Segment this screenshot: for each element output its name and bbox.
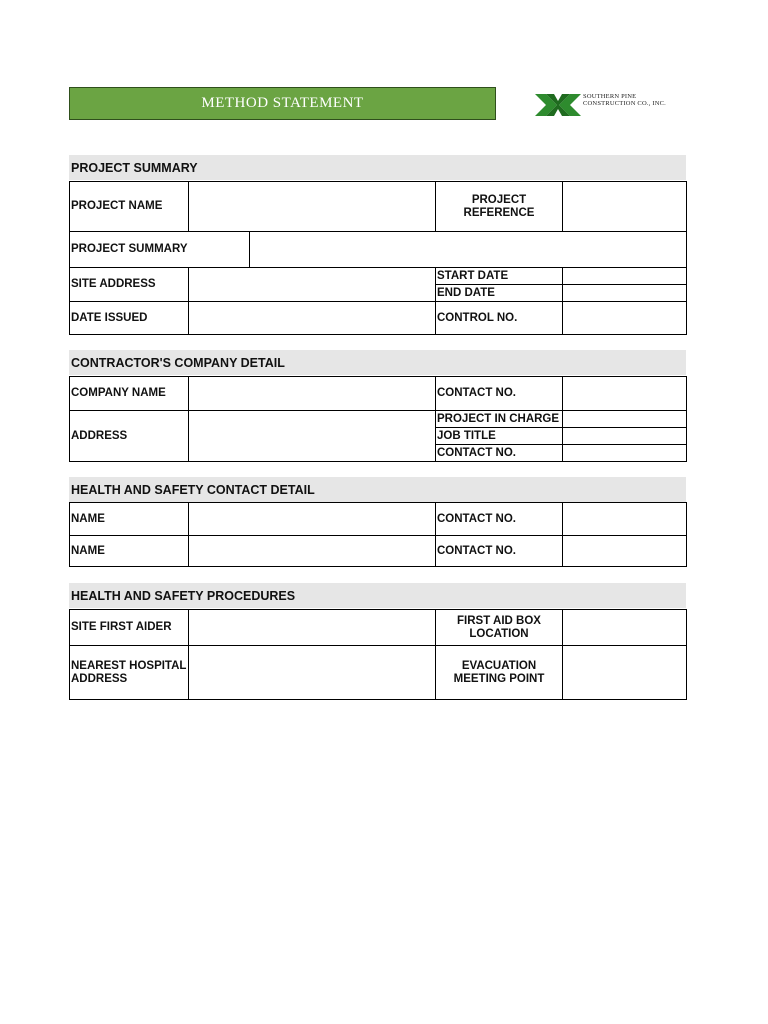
field-address[interactable] <box>189 411 436 461</box>
label-project-in-charge: PROJECT IN CHARGE <box>436 411 563 428</box>
company-logo-name: SOUTHERN PINE CONSTRUCTION CO., INC. <box>583 93 666 107</box>
label-evacuation-meeting-point: EVACUATION MEETING POINT <box>436 646 563 699</box>
field-date-issued[interactable] <box>189 302 436 334</box>
field-project-summary[interactable] <box>250 232 686 268</box>
field-hs-contact-no-1[interactable] <box>563 503 686 536</box>
label-date-issued: DATE ISSUED <box>70 302 189 334</box>
section-header-hs-contact: HEALTH AND SAFETY CONTACT DETAIL <box>69 477 686 502</box>
field-control-no[interactable] <box>563 302 686 334</box>
label-job-title: JOB TITLE <box>436 428 563 445</box>
document-title: METHOD STATEMENT <box>201 95 364 111</box>
label-end-date: END DATE <box>436 285 563 302</box>
label-project-summary: PROJECT SUMMARY <box>70 232 250 268</box>
label-project-reference: PROJECT REFERENCE <box>436 182 563 232</box>
label-site-first-aider: SITE FIRST AIDER <box>70 610 189 646</box>
section-header-contractor: CONTRACTOR'S COMPANY DETAIL <box>69 350 686 375</box>
field-evacuation-meeting-point[interactable] <box>563 646 686 699</box>
label-address: ADDRESS <box>70 411 189 461</box>
field-project-reference[interactable] <box>563 182 686 232</box>
field-contact-no[interactable] <box>563 377 686 411</box>
label-hs-contact-no-2: CONTACT NO. <box>436 536 563 566</box>
field-site-address[interactable] <box>189 268 436 302</box>
label-name-2: NAME <box>70 536 189 566</box>
label-first-aid-box-location: FIRST AID BOX LOCATION <box>436 610 563 646</box>
label-start-date: START DATE <box>436 268 563 285</box>
field-project-name[interactable] <box>189 182 436 232</box>
document-title-bar <box>69 87 496 120</box>
contractor-table <box>69 376 687 462</box>
field-name-1[interactable] <box>189 503 436 536</box>
section-header-hs-procedures: HEALTH AND SAFETY PROCEDURES <box>69 583 686 608</box>
label-site-address: SITE ADDRESS <box>70 268 189 302</box>
field-project-in-charge[interactable] <box>563 411 686 428</box>
label-nearest-hospital-address: NEAREST HOSPITAL ADDRESS <box>70 646 189 699</box>
field-name-2[interactable] <box>189 536 436 566</box>
label-contact-no-2: CONTACT NO. <box>436 445 563 461</box>
label-hs-contact-no-1: CONTACT NO. <box>436 503 563 536</box>
section-header-project-summary: PROJECT SUMMARY <box>69 155 686 180</box>
field-end-date[interactable] <box>563 285 686 302</box>
label-contact-no: CONTACT NO. <box>436 377 563 411</box>
company-logo <box>534 92 680 118</box>
field-site-first-aider[interactable] <box>189 610 436 646</box>
label-name-1: NAME <box>70 503 189 536</box>
label-company-name: COMPANY NAME <box>70 377 189 411</box>
field-nearest-hospital-address[interactable] <box>189 646 436 699</box>
field-job-title[interactable] <box>563 428 686 445</box>
project-summary-table <box>69 181 687 335</box>
field-contact-no-2[interactable] <box>563 445 686 461</box>
label-control-no: CONTROL NO. <box>436 302 563 334</box>
field-start-date[interactable] <box>563 268 686 285</box>
field-first-aid-box-location[interactable] <box>563 610 686 646</box>
hs-procedures-table <box>69 609 687 700</box>
label-project-name: PROJECT NAME <box>70 182 189 232</box>
field-company-name[interactable] <box>189 377 436 411</box>
hs-contact-table <box>69 502 687 567</box>
field-hs-contact-no-2[interactable] <box>563 536 686 566</box>
company-logo-mark-icon <box>534 92 582 118</box>
